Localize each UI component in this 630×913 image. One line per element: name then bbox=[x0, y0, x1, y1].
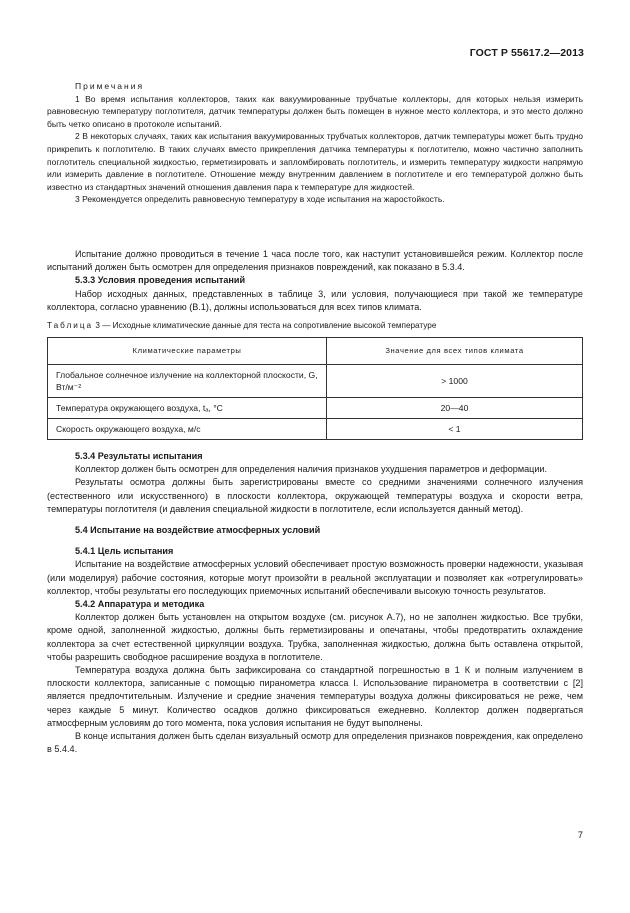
section-5-4-2-text-3: В конце испытания должен быть сделан визуальный осмотр для определения признаков повреждения, как определено в 5.4.4. bbox=[47, 731, 583, 755]
climate-data-table bbox=[47, 337, 583, 440]
table-row bbox=[48, 419, 583, 440]
section-heading-5-4-2: 5.4.2 Аппаратура и методика bbox=[75, 599, 205, 610]
section-5-4-2-text-2: Температура воздуха должна быть зафиксирована со стандартной погрешностью в 1 К и полным излучением в плоскости коллектора, записанные с помощью пиранометра класса I. Использование пиранометра в соответствии с [2] является предпочтительным. Излучение и средние значения температуры воздуха должны фиксироваться не реже, чем через каждые 5 минут. Количество осадков должно фиксироваться ежедневно. Коллектор должен подвергаться атмосферным условиям до того момента, пока условия испытания не будут выполнены. bbox=[47, 665, 583, 728]
table-caption-text: 3 — Исходные климатические данные для теста на сопротивление высокой температуре bbox=[93, 321, 437, 331]
table-cell-value: > 1000 bbox=[327, 365, 583, 398]
table-cell-param: Скорость окружающего воздуха, м/с bbox=[48, 419, 327, 440]
section-heading-5-4: 5.4 Испытание на воздействие атмосферных условий bbox=[75, 525, 321, 536]
table-row bbox=[48, 365, 583, 398]
table-row bbox=[48, 398, 583, 419]
table-header-params: Климатические параметры bbox=[48, 338, 327, 365]
note-3: 3 Рекомендуется определить равновесную температуру в ходе испытания на жаростойкость. bbox=[75, 194, 445, 205]
main-text bbox=[47, 248, 583, 756]
table-header-values: Значение для всех типов климата bbox=[327, 338, 583, 365]
section-5-3-3-text: Набор исходных данных, представленных в таблице 3, или условия, получающиеся при такой же температуре коллектора, согласно уравнению (В.1), должны использоваться для всех типов климата. bbox=[47, 288, 583, 312]
section-5-3-4-text-2: Результаты осмотра должны быть зарегистрированы вместе со средними значениями солнечного излучения (естественного или искусственного) в плоскости коллектора, окружающей температуры воздуха и скорости ветра, температуры поглотителя (и давления специальной жидкости в поглотителе, если используется данный метод). bbox=[47, 477, 583, 514]
section-heading-5-3-3: 5.3.3 Условия проведения испытаний bbox=[75, 275, 246, 286]
table-cell-param: Температура окружающего воздуха, tₐ, °C bbox=[48, 398, 327, 419]
test-duration-paragraph: Испытание должно проводиться в течение 1 часа после того, как наступит установившейся режим. Коллектор после испытаний должен быть осмотрен для определения признаков повреждений, как показано в 5.3.4. bbox=[47, 249, 583, 273]
document-code: ГОСТ Р 55617.2—2013 bbox=[469, 47, 584, 59]
section-heading-5-4-1: 5.4.1 Цель испытания bbox=[75, 546, 174, 557]
table-header-row bbox=[48, 338, 583, 365]
table-cell-param: Глобальное солнечное излучение на коллекторной плоскости, G, Вт/м⁻² bbox=[48, 365, 327, 398]
notes-section bbox=[47, 80, 583, 206]
section-5-3-4-text-1: Коллектор должен быть осмотрен для определения наличия признаков ухудшения параметров и деформации. bbox=[75, 464, 548, 475]
section-5-4-1-text: Испытание на воздействие атмосферных условий обеспечивает простую возможность проверки надежности, указывая (или моделируя) рабочие состояния, которые могут произойти в реальной эксплуатации и позволяет как «отрегулировать» коллектор, чтобы результаты его последующих приемочных испытаний обеспечивали высокую точность результатов. bbox=[47, 559, 583, 596]
notes-title: Примечания bbox=[75, 81, 145, 91]
section-heading-5-3-4: 5.3.4 Результаты испытания bbox=[75, 451, 203, 462]
note-1: 1 Во время испытания коллекторов, таких как вакуумированные трубчатые коллекторы, для которых нельзя измерить равновесную температуру поглотителя, датчик температуры должен быть помещен в нужное место коллектора, и это место должно быть четко описано в протоколе испытаний. bbox=[47, 93, 583, 129]
page-number: 7 bbox=[577, 830, 583, 841]
note-2: 2 В некоторых случаях, таких как испытания вакуумированных трубчатых коллекторов, датчик температуры может быть трудно прикрепить к поглотителю. В таких случаях вместо прикрепления датчика температуры к поглотителю, можно частично заполнить поглотитель специальной жидкостью, герметизировать и запломбировать поглотитель, и измерить температуру жидкости напрямую или измерить давление в поглотителе. Отношение между внутренним давлением в поглотителе и его температурой должно быть известно из стандартных значений отношения давления пара к температуре для жидкостей. bbox=[47, 131, 583, 192]
section-5-4-2-text-1: Коллектор должен быть установлен на открытом воздухе (см. рисунок А.7), но не заполнен жидкостью. Все трубки, кроме одной, заполненной жидкостью, должны быть герметизированы и опечатаны, чтобы предотвратить охлаждение коллектора за счет естественной циркуляции воздуха. Трубка, заполненная жидкостью, должна быть оставлена открытой, чтобы разрешить свободное расширение воздуха в поглотителе. bbox=[47, 612, 583, 662]
table-cell-value: 20—40 bbox=[327, 398, 583, 419]
table-caption bbox=[47, 320, 583, 332]
table-cell-value: < 1 bbox=[327, 419, 583, 440]
table-caption-label: Таблица bbox=[47, 321, 94, 331]
